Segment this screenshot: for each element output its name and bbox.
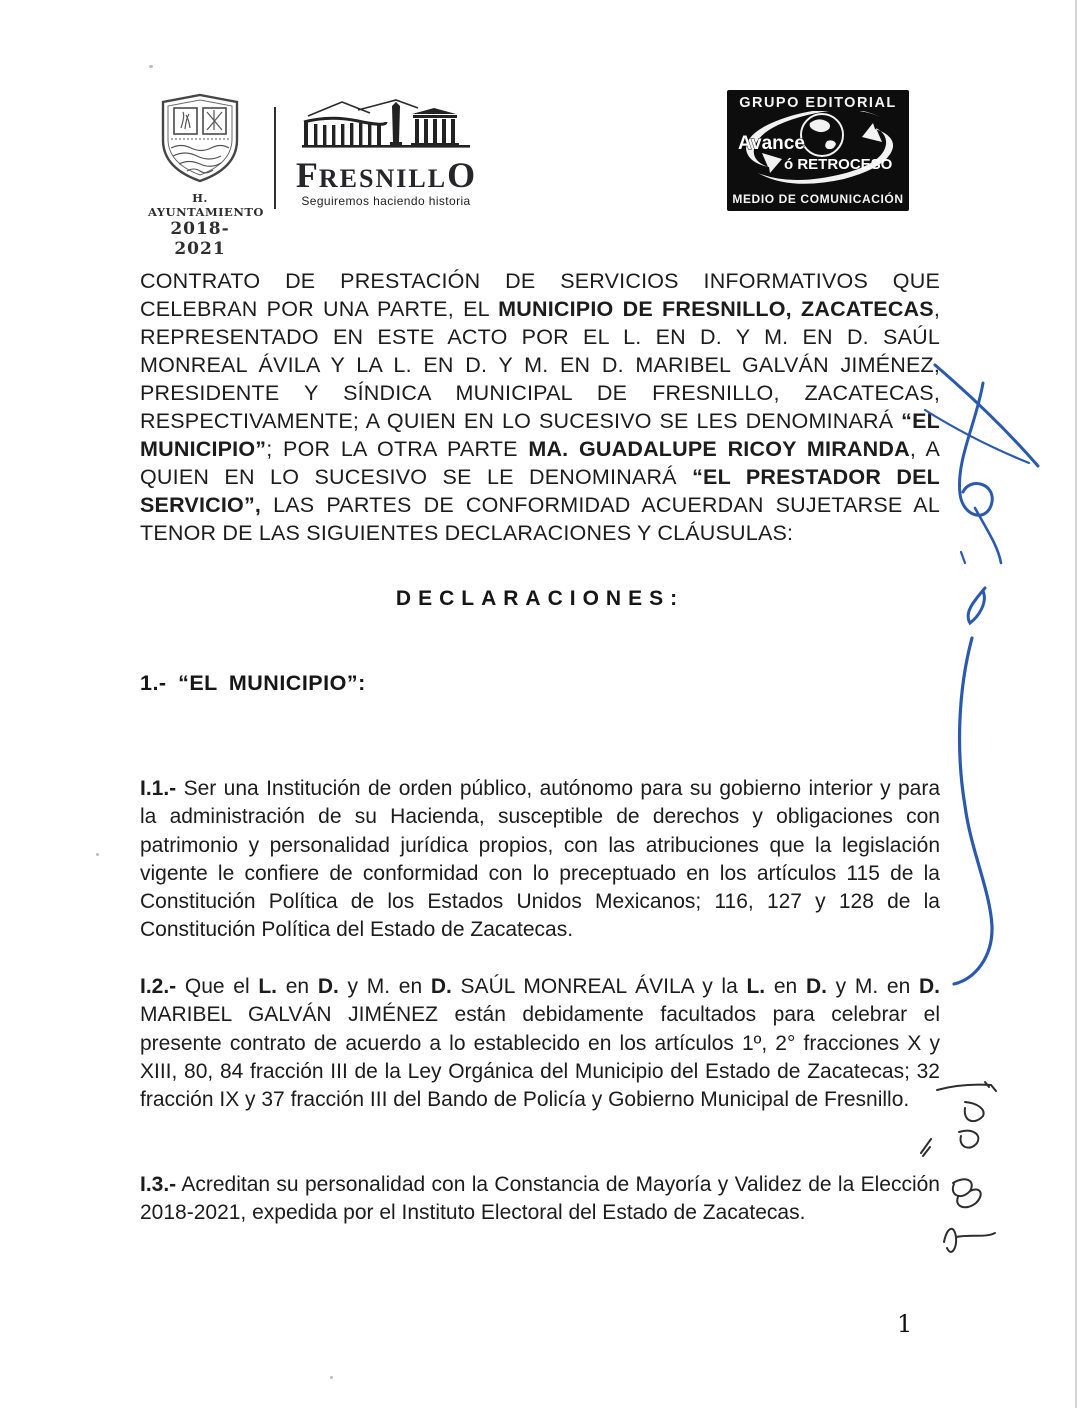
page-edge-line — [1075, 0, 1077, 1408]
editorial-logo-bottom-text: MEDIO DE COMUNICACIÓN — [732, 192, 904, 206]
seal-caption: H. AYUNTAMIENTO — [148, 191, 264, 219]
scan-speck — [330, 1376, 333, 1379]
wordmark-initial: F — [295, 155, 319, 195]
scan-speck — [149, 65, 153, 68]
monument-icon — [300, 98, 472, 154]
municipal-seal-logo — [148, 92, 264, 259]
wordmark-middle: RESNILL — [318, 164, 448, 193]
page-number: 1 — [897, 1310, 913, 1338]
handwritten-initials-dark — [913, 1076, 1013, 1304]
scan-speck — [96, 853, 99, 856]
seal-years: 2018-2021 — [170, 219, 230, 259]
editorial-logo — [727, 90, 909, 211]
contract-intro-paragraph: CONTRATO DE PRESTACIÓN DE SERVICIOS INFORMATIVOS QUE CELEBRAN POR UNA PARTE, EL MUNICIPIO DE FRESNILLO, ZACATECAS, REPRESENTADO EN ESTE ACTO POR EL L. EN D. Y M. EN D. SAÚL MONREAL ÁVILA Y LA L. EN D. Y M. EN D. MARIBEL GALVÁN JIMÉNEZ, PRESIDENTE Y SÍNDICA MUNICIPAL DE FRESNILLO, ZACATECAS, RESPECTIVAMENTE; A QUIEN EN LO SUCESIVO SE LES DENOMINARÁ “EL MUNICIPIO”; POR LA OTRA PARTE MA. GUADALUPE RICOY MIRANDA, A QUIEN EN LO SUCESIVO SE LE DENOMINARÁ “EL PRESTADOR DEL SERVICIO”, LAS PARTES DE CONFORMIDAD ACUERDAN SUJETARSE AL TENOR DE LAS SIGUIENTES DECLARACIONES Y CLÁUSULAS: — [140, 268, 941, 545]
fresnillo-wordmark — [286, 157, 486, 193]
fresnillo-logo — [286, 98, 486, 208]
declarations-heading: DECLARACIONES: — [395, 587, 685, 610]
editorial-brand-avance: Avance — [738, 133, 805, 154]
editorial-brand-retroceso: ó RETROCESO — [784, 156, 893, 173]
clause-i3: I.3.- Acreditan su personalidad con la Constancia de Mayoría y Validez de la Elección 2018-2021, expedida por el Instituto Electoral del Estado de Zacatecas. — [140, 1173, 940, 1225]
signature-scribble-blue — [915, 350, 1088, 1000]
logo-divider — [274, 107, 276, 209]
clause-i1: I.1.- Ser una Institución de orden público, autónomo para su gobierno interior y para la administración de su Hacienda, susceptible de derechos y obligaciones con patrimonio y personalidad jurídica propios, con las atribuciones que la legislación vigente le confiere de conformidad con lo preceptuado en los artículos 115 de la Constitución Política de los Estados Unidos Mexicanos; 116, 127 y 128 de la Constitución Política del Estado de Zacatecas. — [140, 777, 940, 942]
wordmark-final: O — [447, 155, 477, 195]
editorial-logo-top-text: GRUPO EDITORIAL — [739, 95, 897, 111]
globe-arrows-icon — [730, 111, 906, 185]
clause-i2: I.2.- Que el L. en D. y M. en D. SAÚL MONREAL ÁVILA y la L. en D. y M. en D. MARIBEL GALVÁN JIMÉNEZ están debidamente facultados para celebrar el presente contrato de acuerdo a lo establecido en los artículos 1º, 2° fracciones X y XIII, 80, 84 fracción III de la Ley Orgánica del Municipio del Estado de Zacatecas; 32 fracción IX y 37 fracción III del Bando de Policía y Gobierno Municipal de Fresnillo. — [140, 975, 940, 1112]
shield-icon — [157, 92, 243, 184]
fresnillo-tagline: Seguiremos haciendo historia — [301, 194, 471, 208]
section-1-heading: 1.- “EL MUNICIPIO”: — [140, 671, 366, 695]
